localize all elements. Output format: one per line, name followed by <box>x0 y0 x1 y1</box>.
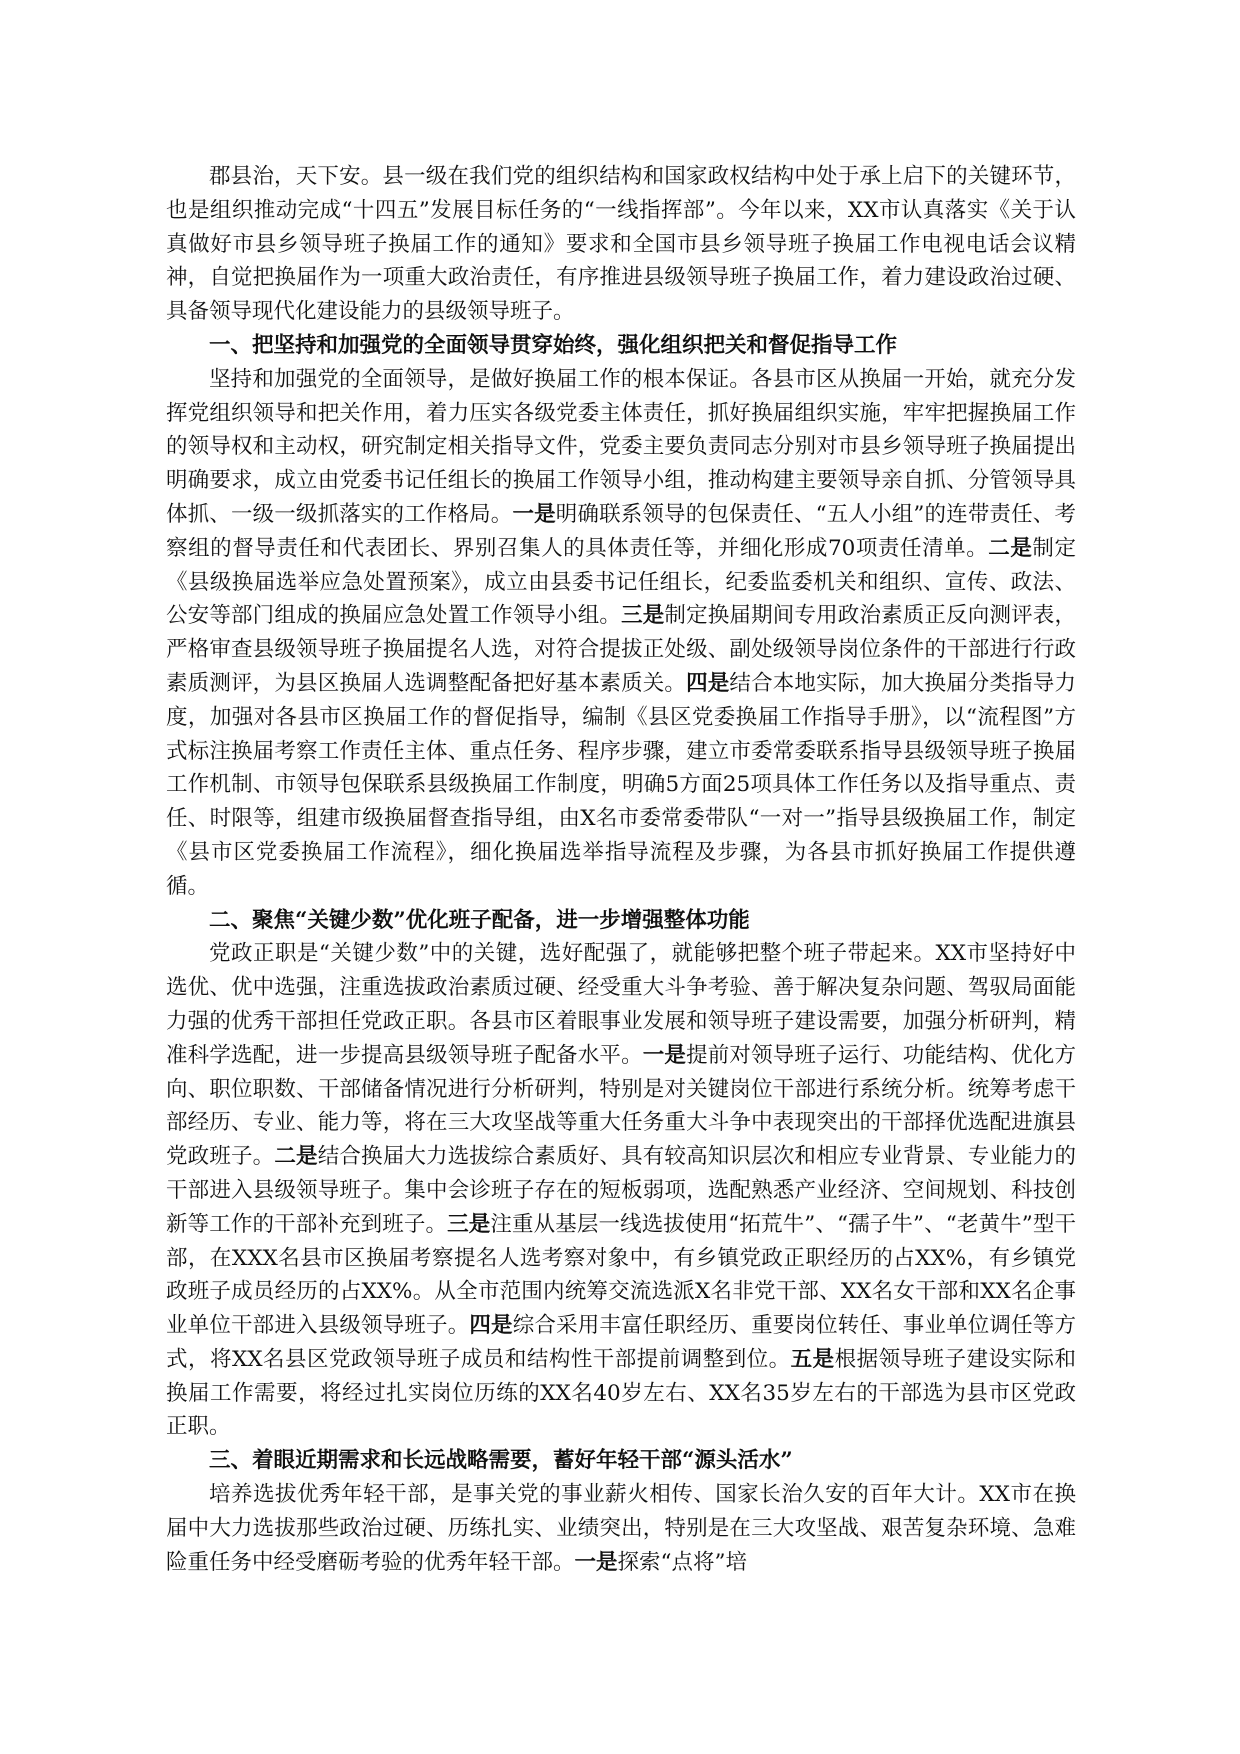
section-3-paragraph <box>166 1478 1076 1579</box>
section-3-heading: 三、着眼近期需求和长远战略需要，蓄好年轻干部“源头活水” <box>209 1448 793 1474</box>
point-text: 制定换届期间专用政治素质正反向测评表，严格审查县级领导班子换届提名人选，对符合提拔正处级、副处级领导岗位条件的干部进行行政素质测评，为县区换届人选调整配备把好基本素质关。 <box>166 603 1076 696</box>
point-marker: 一是 <box>642 1042 687 1068</box>
point-text: 提前对领导班子运行、功能结构、优化方向、职位职数、干部储备情况进行分析研判，特别是对关键岗位干部进行系统分析。统筹考虑干部经历、专业、能力等，将在三大攻坚战等重大任务重大斗争中表现突出的干部择优选配进旗县党政班子。 <box>166 1042 1076 1170</box>
section-1-paragraph <box>166 363 1076 904</box>
point-text: 根据领导班子建设实际和换届工作需要，将经过扎实岗位历练的XX名40岁左右、XX名35岁左右的干部选为县市区党政正职。 <box>166 1346 1076 1440</box>
section-3-lead: 培养选拔优秀年轻干部，是事关党的事业薪火相传、国家长治久安的百年大计。XX市在换届中大力选拔那些政治过硬、历练扎实、业绩突出，特别是在三大攻坚战、艰苦复杂环境、急难险重任务中经受磨砺考验的优秀年轻干部。 <box>166 1482 1076 1575</box>
point-text: 明确联系领导的包保责任、“五人小组”的连带责任、考察组的督导责任和代表团长、界别召集人的具体责任等，并细化形成70项责任清单。 <box>166 501 1076 561</box>
intro-paragraph: 郡县治，天下安。县一级在我们党的组织结构和国家政权结构中处于承上启下的关键环节，也是组织推动完成“十四五”发展目标任务的“一线指挥部”。今年以来，XX市认真落实《关于认真做好市县乡领导班子换届工作的通知》要求和全国市县乡领导班子换届工作电视电话会议精神，自觉把换届作为一项重大政治责任，有序推进县级领导班子换届工作，着力建设政治过硬、具备领导现代化建设能力的县级领导班子。 <box>166 164 1076 325</box>
section-2-paragraph <box>166 937 1076 1444</box>
point-marker: 二是 <box>988 535 1033 561</box>
point-text: 探索“点将”培 <box>617 1549 748 1575</box>
point-text: 结合换届大力选拔综合素质好、具有较高知识层次和相应专业背景、专业能力的干部进入县级领导班子。集中会诊班子存在的短板弱项，选配熟悉产业经济、空间规划、科技创新等工作的干部补充到班子。 <box>166 1144 1076 1237</box>
section-2-lead: 党政正职是“关键少数”中的关键，选好配强了，就能够把整个班子带起来。XX市坚持好中选优、优中选强，注重选拔政治素质过硬、经受重大斗争考验、善于解决复杂问题、驾驭局面能力强的优秀干部担任党政正职。各县市区着眼事业发展和领导班子建设需要，加强分析研判，精准科学选配，进一步提高县级领导班子配备水平。 <box>166 941 1076 1068</box>
section-1-heading: 一、把坚持和加强党的全面领导贯穿始终，强化组织把关和督促指导工作 <box>209 332 898 358</box>
point-marker: 五是 <box>790 1346 835 1372</box>
point-text: 制定《县级换届选举应急处置预案》，成立由县委书记任组长，纪委监委机关和组织、宣传、政法、公安等部门组成的换届应急处置工作领导小组。 <box>166 535 1076 629</box>
point-text: 注重从基层一线选拔使用“拓荒牛”、“孺子牛”、“老黄牛”型干部，在XXX名县市区换届考察提名人选考察对象中，有乡镇党政正职经历的占XX%，有乡镇党政班子成员经历的占XX%。从全市范围内统筹交流选派X名非党干部、XX名女干部和XX名企事业单位干部进入县级领导班子。 <box>166 1211 1076 1339</box>
point-text: 综合采用丰富任职经历、重要岗位转任、事业单位调任等方式，将XX名县区党政领导班子成员和结构性干部提前调整到位。 <box>166 1313 1076 1372</box>
point-marker: 四是 <box>686 670 730 696</box>
point-marker: 二是 <box>274 1144 318 1170</box>
point-text: 结合本地实际，加大换届分类指导力度，加强对各县市区换届工作的督促指导，编制《县区党委换届工作指导手册》，以“流程图”方式标注换届考察工作责任主体、重点任务、程序步骤，建立市委常委联系指导县级领导班子换届工作机制、市领导包保联系县级换届工作制度，明确5方面25项具体工作任务以及指导重点、责任、时限等，组建市级换届督查指导组，由X名市委常委带队“一对一”指导县级换届工作，制定《县市区党委换届工作流程》，细化换届选举指导流程及步骤，为各县市抓好换届工作提供遵循。 <box>166 670 1076 899</box>
section-1-lead: 坚持和加强党的全面领导，是做好换届工作的根本保证。各县市区从换届一开始，就充分发挥党组织领导和把关作用，着力压实各级党委主体责任，抓好换届组织实施，牢牢把握换届工作的领导权和主动权，研究制定相关指导文件，党委主要负责同志分别对市县乡领导班子换届提出明确要求，成立由党委书记任组长的换届工作领导小组，推动构建主要领导亲自抓、分管领导具体抓、一级一级抓落实的工作格局。 <box>166 366 1076 527</box>
point-marker: 一是 <box>512 501 556 527</box>
point-marker: 四是 <box>469 1313 513 1339</box>
document-page <box>166 160 1076 1579</box>
point-marker: 三是 <box>621 603 665 629</box>
point-marker: 一是 <box>574 1549 618 1575</box>
section-2-heading: 二、聚焦“关键少数”优化班子配备，进一步增强整体功能 <box>209 907 750 933</box>
point-marker: 三是 <box>447 1211 491 1237</box>
